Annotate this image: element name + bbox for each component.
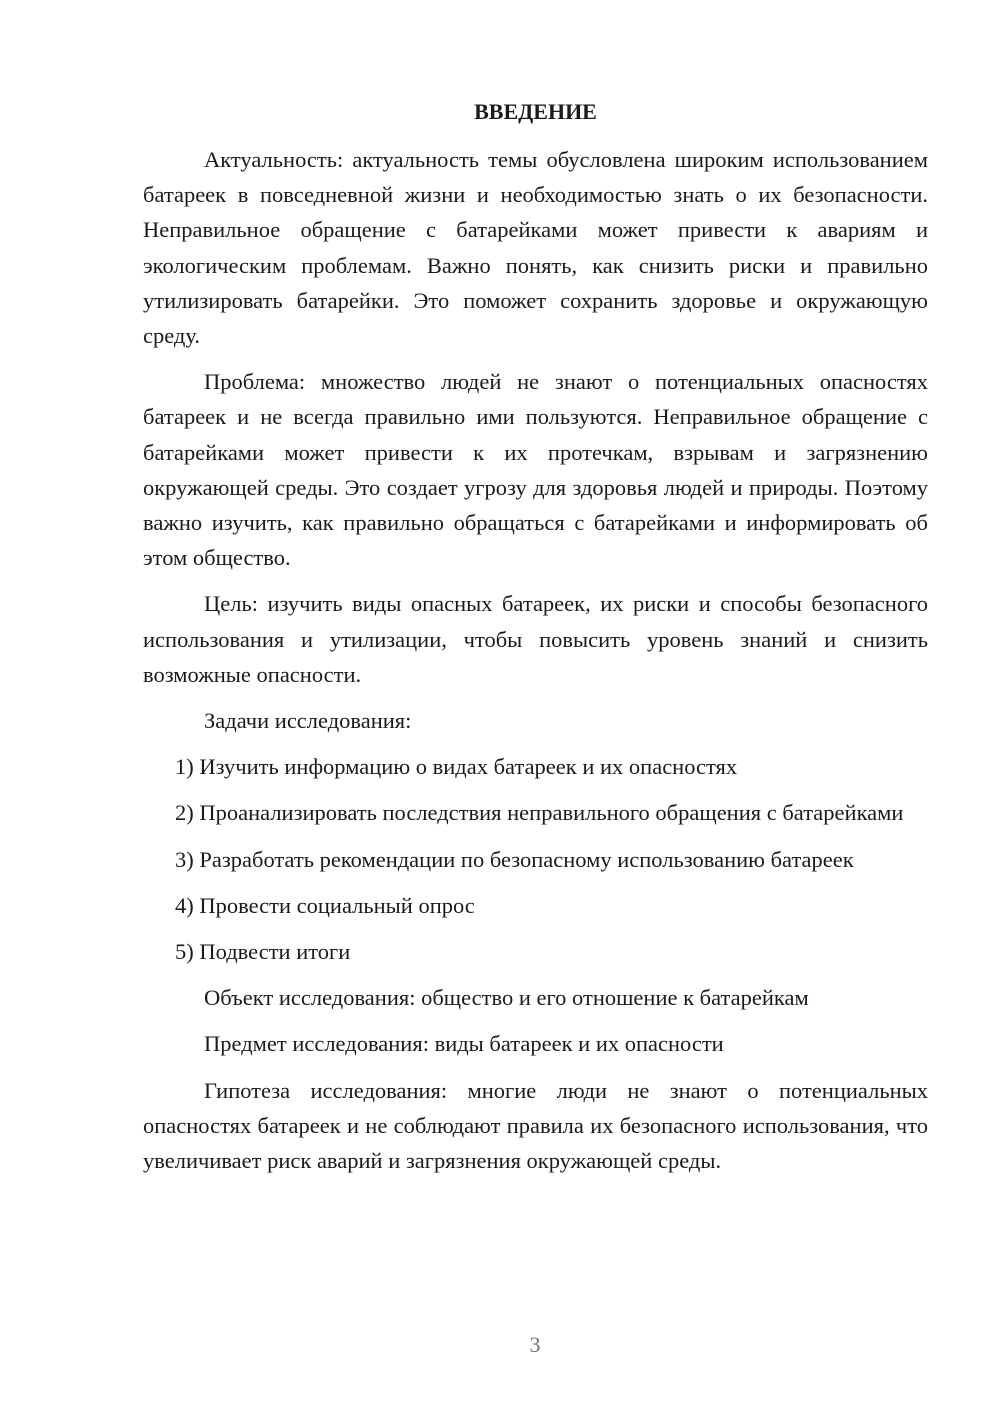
relevance-paragraph: Актуальность: актуальность темы обусловлена широким использованием батареек в повседневной жизни и необходимостью знать о их безопасности. Неправильное обращение с батарейками может привести к авариям и экологическим проблемам. Важно понять, как снизить риски и правильно утилизировать батарейки. Это поможет сохранить здоровье и окружающую среду.	[143, 147, 928, 349]
task-item-2: 2) Проанализировать последствия неправильного обращения с батарейками	[175, 800, 904, 826]
document-page	[143, 94, 928, 1189]
page-number: 3	[529, 1332, 541, 1357]
object-paragraph: Объект исследования: общество и его отношение к батарейкам	[204, 985, 809, 1011]
task-item-5: 5) Подвести итоги	[175, 939, 351, 965]
task-item-3: 3) Разработать рекомендации по безопасному использованию батареек	[175, 846, 854, 872]
subject-paragraph: Предмет исследования: виды батареек и их опасности	[204, 1031, 724, 1057]
task-item-4: 4) Провести социальный опрос	[175, 892, 475, 918]
problem-paragraph: Проблема: множество людей не знают о потенциальных опасностях батареек и не всегда правильно ими пользуются. Неправильное обращение с батарейками может привести к их протечкам, взрывам и загрязнению окружающей среды. Это создает угрозу для здоровья людей и природы. Поэтому важно изучить, как правильно обращаться с батарейками и информировать об этом общество.	[143, 369, 928, 571]
task-item-1: 1) Изучить информацию о видах батареек и их опасностях	[175, 754, 738, 780]
goal-paragraph: Цель: изучить виды опасных батареек, их риски и способы безопасного использования и утилизации, чтобы повысить уровень знаний и снизить возможные опасности.	[143, 591, 928, 687]
tasks-heading: Задачи исследования:	[204, 708, 412, 734]
section-title: ВВЕДЕНИЕ	[474, 99, 597, 124]
hypothesis-paragraph: Гипотеза исследования: многие люди не знают о потенциальных опасностях батареек и не соблюдают правила их безопасного использования, что увеличивает риск аварий и загрязнения окружающей среды.	[143, 1077, 928, 1174]
